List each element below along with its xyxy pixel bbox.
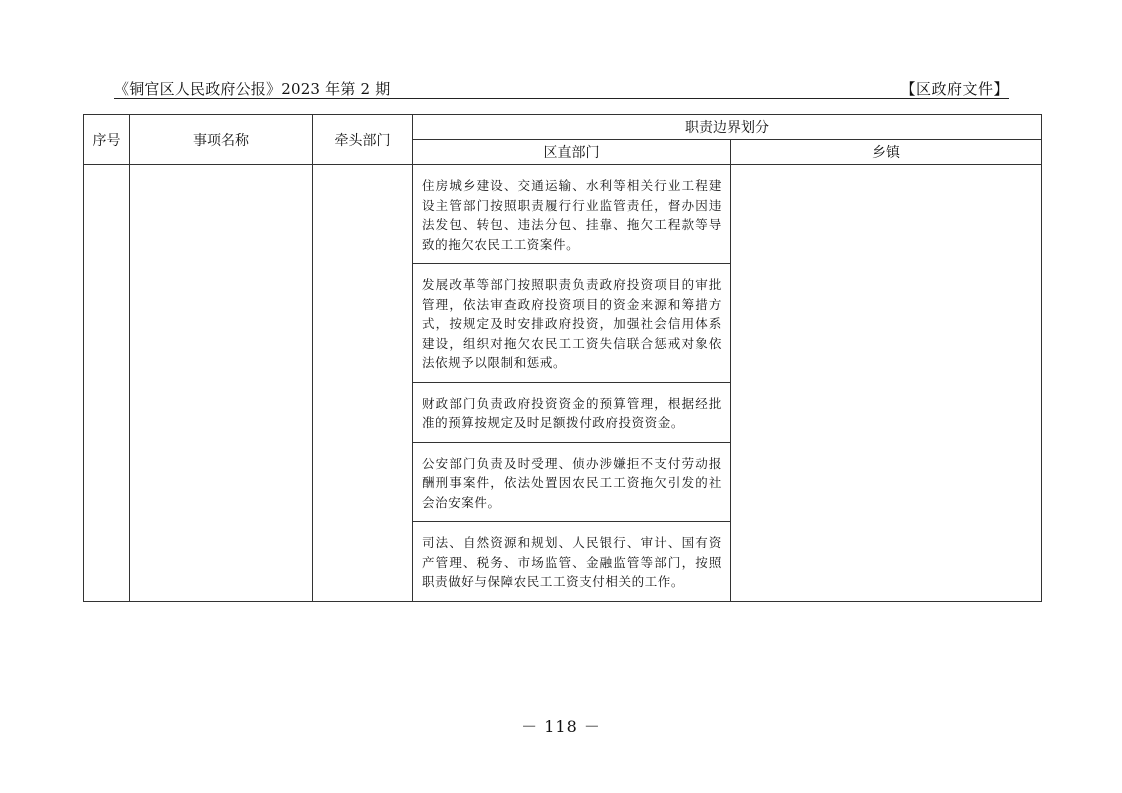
district-item: 公安部门负责及时受理、侦办涉嫌拒不支付劳动报酬刑事案件，依法处置因农民工工资拖欠引发的社会治安案件。 — [413, 443, 730, 523]
page-header — [114, 76, 1009, 99]
col-town-header: 乡镇 — [731, 140, 1042, 165]
col-lead-header: 牵头部门 — [313, 115, 413, 165]
district-item: 司法、自然资源和规划、人民银行、审计、国有资产管理、税务、市场监管、金融监管等部门，按照职责做好与保障农民工工资支付相关的工作。 — [422, 535, 722, 589]
district-item: 发展改革等部门按照职责负责政府投资项目的审批管理，依法审查政府投资项目的资金来源和筹措方式，按规定及时安排政府投资，加强社会信用体系建设，组织对拖欠农民工工资失信联合惩戒对象依法依规予以限制和惩戒。 — [413, 264, 730, 383]
bulletin-title: 《铜官区人民政府公报》2023 年第 2 期 — [114, 80, 391, 98]
col-district-header: 区直部门 — [413, 140, 731, 165]
col-division-header: 职责边界划分 — [413, 115, 1042, 140]
district-item: 财政部门负责政府投资资金的预算管理，根据经批准的预算按规定及时足额拨付政府投资资金。 — [413, 383, 730, 443]
lead-cell — [313, 165, 413, 602]
duty-boundary-table — [83, 114, 1042, 602]
district-item: 住房城乡建设、交通运输、水利等相关行业工程建设主管部门按照职责履行行业监管责任，督办因违法发包、转包、违法分包、挂靠、拖欠工程款等导致的拖欠农民工工资案件。 — [413, 165, 730, 264]
col-item-header: 事项名称 — [130, 115, 313, 165]
col-serial-header: 序号 — [84, 115, 130, 165]
section-label: 【区政府文件】 — [900, 80, 1009, 98]
item-cell — [130, 165, 313, 602]
district-cell — [413, 165, 731, 602]
town-cell — [731, 165, 1042, 602]
page-number: － 118 － — [521, 717, 601, 736]
serial-cell — [84, 165, 130, 602]
